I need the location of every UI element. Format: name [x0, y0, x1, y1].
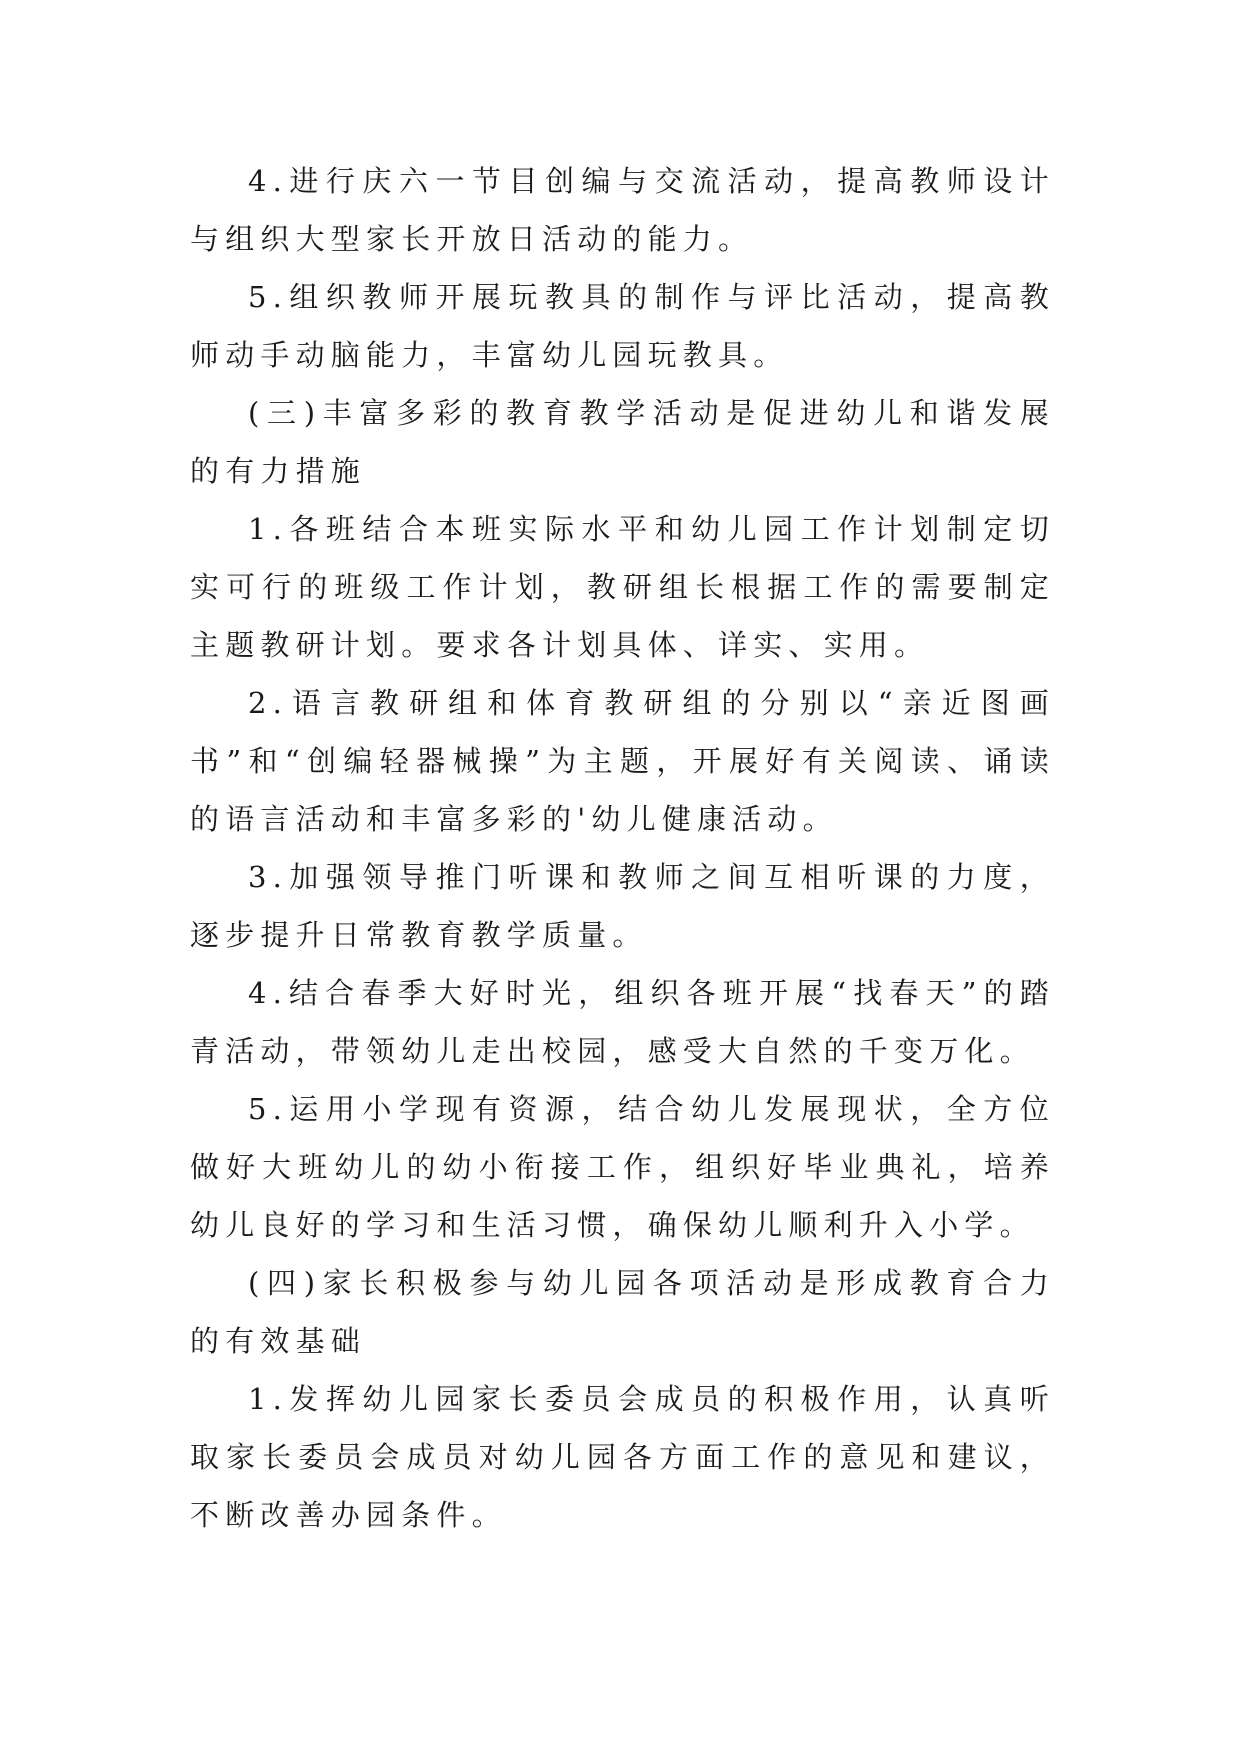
paragraph-item-3-lessons: 3.加强领导推门听课和教师之间互相听课的力度，逐步提升日常教育教学质量。: [190, 860, 1055, 952]
section-heading-4: (四)家长积极参与幼儿园各项活动是形成教育合力的有效基础: [190, 1266, 1055, 1358]
document-page: [190, 152, 1055, 1544]
paragraph-item-4-spring: 4.结合春季大好时光，组织各班开展“找春天”的踏青活动，带领幼儿走出校园，感受大自然的千变万化。: [190, 976, 1055, 1068]
paragraph-item-5-transition: 5.运用小学现有资源，结合幼儿发展现状，全方位做好大班幼儿的幼小衔接工作，组织好毕业典礼，培养幼儿良好的学习和生活习惯，确保幼儿顺利升入小学。: [190, 1092, 1055, 1242]
section-heading-3: (三)丰富多彩的教育教学活动是促进幼儿和谐发展的有力措施: [190, 396, 1055, 488]
paragraph-item-4-program: 4.进行庆六一节目创编与交流活动，提高教师设计与组织大型家长开放日活动的能力。: [190, 164, 1055, 256]
paragraph-item-5-toys: 5.组织教师开展玩教具的制作与评比活动，提高教师动手动脑能力，丰富幼儿园玩教具。: [190, 280, 1055, 372]
paragraph-item-2-research: 2.语言教研组和体育教研组的分别以“亲近图画书”和“创编轻器械操”为主题，开展好有关阅读、诵读的语言活动和丰富多彩的'幼儿健康活动。: [190, 686, 1055, 836]
paragraph-item-1-parents: 1.发挥幼儿园家长委员会成员的积极作用，认真听取家长委员会成员对幼儿园各方面工作的意见和建议，不断改善办园条件。: [190, 1382, 1055, 1532]
paragraph-item-1-plans: 1.各班结合本班实际水平和幼儿园工作计划制定切实可行的班级工作计划，教研组长根据工作的需要制定主题教研计划。要求各计划具体、详实、实用。: [190, 512, 1055, 662]
